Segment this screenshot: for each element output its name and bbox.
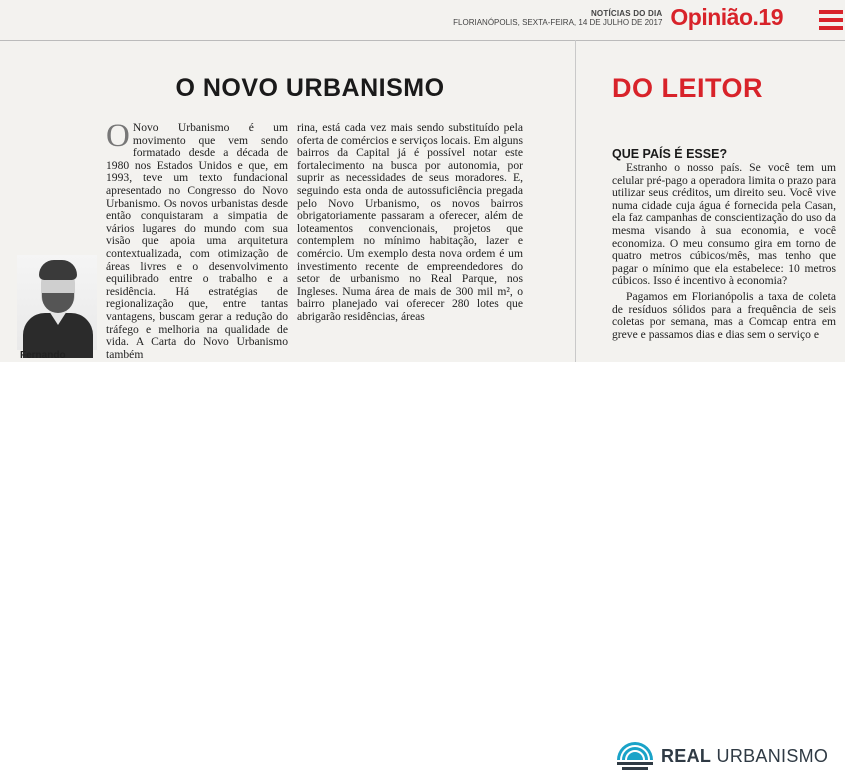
menu-icon (819, 10, 843, 30)
dateline: FLORIANÓPOLIS, SEXTA-FEIRA, 14 DE JULHO DE 2017 (453, 17, 663, 27)
newspaper-page (0, 0, 845, 362)
header-meta (453, 9, 662, 27)
brand-word-urbanismo: URBANISMO (716, 745, 829, 766)
article-text-2: rina, está cada vez mais sendo substituído pela oferta de comércios e serviços locais. Em alguns bairros da Capital já é possível notar este fortalecimento na busca por autonomia, por suprir as necessidades de seus moradores. E, seguindo esta onda de autossuficiência pregada pelo Novo Urbanismo, os novos bairros obrigatoriamente passaram a oferecer, além de loteamentos convencionais, projetos que contemplem no mínimo habitação, lazer e comércio. Um exemplo desta nova ordem é um investimento recente de empreendedores do setor de urbanismo no Real Parque, nos Ingleses. Numa área de mais de 300 mil m², o bairro planejado vai oferecer 280 lotes que abrigarão residências, áreas (297, 121, 523, 323)
article-title: O NOVO URBANISMO (175, 74, 445, 102)
letter-paragraph: Pagamos em Florianópolis a taxa de coleta de resíduos sólidos para a frequência de seis coletas por semana, mas a Comcap entra em greve e passamos dias e dias sem o serviço e (612, 289, 836, 341)
author-photo (17, 255, 97, 350)
author-name: Fernando (20, 350, 66, 361)
section-title: Opinião.19 (670, 4, 783, 30)
letter-body (612, 162, 836, 362)
drop-cap: O (106, 118, 130, 154)
real-urbanismo-logo (615, 740, 828, 772)
brand-mark-icon (615, 740, 655, 772)
publication-name: NOTÍCIAS DO DIA (590, 8, 663, 18)
column-divider (575, 40, 576, 362)
page-header (453, 6, 817, 29)
letter-heading: QUE PAÍS É ESSE? (612, 147, 728, 161)
brand-wordmark (661, 746, 828, 767)
letters-section-title: DO LEITOR (612, 73, 764, 103)
article-text-1: Novo Urbanismo é um movimento que vem sendo formatado desde a década de 1980 nos Estados Unidos e que, em 1993, teve um texto fundacional apresentado no Congresso do Novo Urbanismo. Os novos urbanistas desde então conquistaram a simpatia de vários lugares do mundo com sua visão que apoia uma arquitetura contextualizada, com otimização de áreas livres e o desenvolvimento equilibrado entre o trabalho e a residência. Há estratégias de regionalização que, entre tantas vantagens, buscam gerar a redução do tráfego e melhoria na qualidade de vida. A Carta do Novo Urbanismo também (106, 121, 288, 361)
header-rule (0, 40, 845, 41)
footer (0, 362, 845, 766)
brand-word-real: REAL (661, 745, 712, 766)
letter-paragraph: Estranho o nosso país. Se você tem um celular pré-pago a operadora limita o prazo para utilizar seus créditos, um direito seu. Você vive numa cidade cuja água é fornecida pela Casan, ela faz campanhas de conscientização do uso da mesma visando à sua economia, e você economiza. O meu consumo gira em torno de quatro metros cúbicos/mês, mas tenho que pagar o mínimo que ela estabelece: 10 metros cúbicos. Isso é incentivo à economia? (612, 161, 836, 288)
article-column-2 (297, 122, 523, 362)
